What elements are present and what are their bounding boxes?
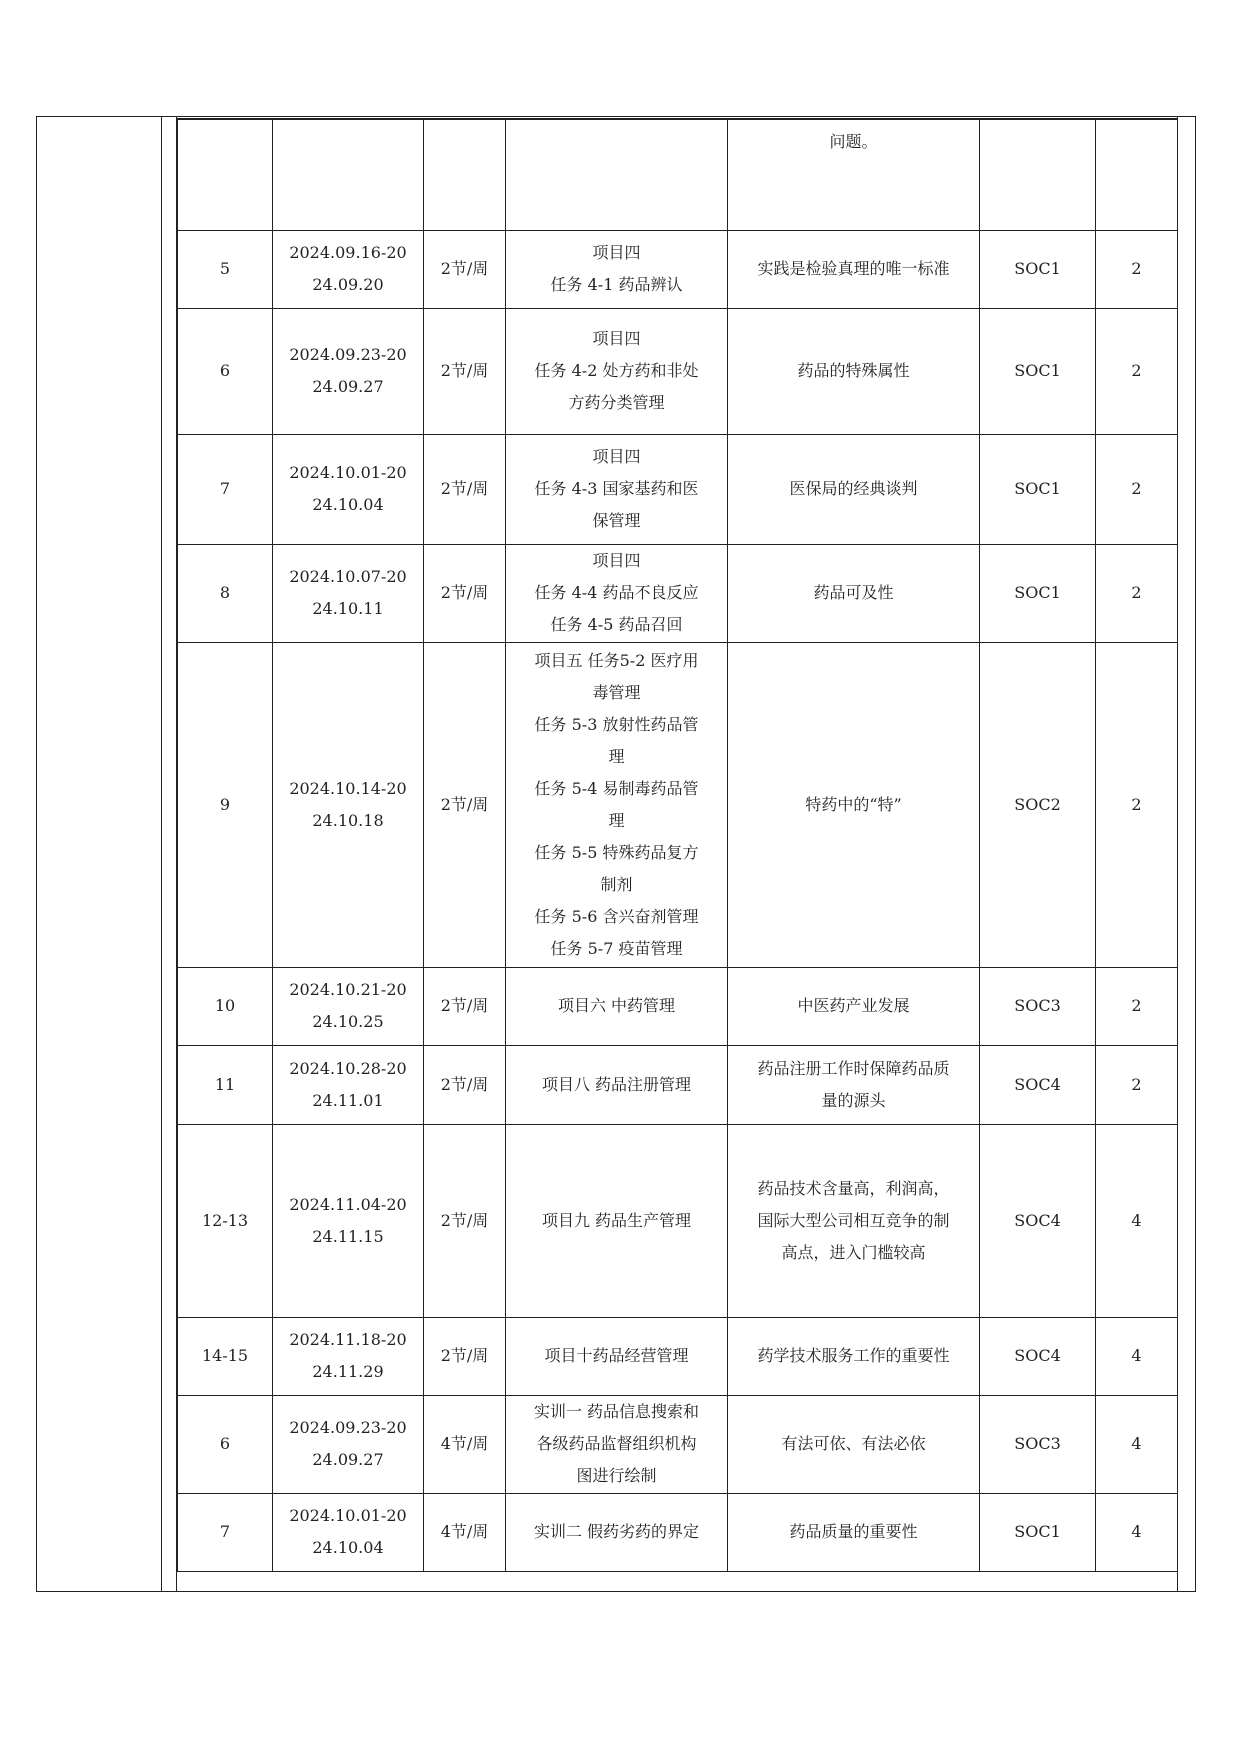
hours-cell: 2节/周 xyxy=(424,230,506,308)
date-line: 2024.09.23-20 xyxy=(289,345,407,364)
objective-cell: SOC1 xyxy=(980,1493,1096,1571)
ideology-cell xyxy=(728,308,980,434)
content-line: 项目六 中药管理 xyxy=(557,996,676,1015)
content-line: 项目四 xyxy=(592,329,641,348)
objective-cell: SOC3 xyxy=(980,967,1096,1045)
date-line: 24.10.18 xyxy=(312,810,384,830)
content-line: 各级药品监督组织机构 xyxy=(536,1434,697,1453)
date-line: 2024.10.01-20 xyxy=(289,1506,407,1525)
objective-cell: SOC1 xyxy=(980,544,1096,642)
week-cell: 8 xyxy=(178,544,273,642)
week-cell: 10 xyxy=(178,967,273,1045)
date-line: 24.11.01 xyxy=(312,1090,384,1110)
table-row xyxy=(178,1124,1178,1317)
content-cell xyxy=(506,642,728,967)
left-column-divider xyxy=(161,116,162,1592)
hours-cell: 2节/周 xyxy=(424,1045,506,1124)
date-cell xyxy=(273,642,424,967)
ideology-line: 医保局的经典谈判 xyxy=(789,479,918,498)
ideology-cell xyxy=(728,434,980,544)
ideology-cell xyxy=(728,642,980,967)
date-line: 2024.09.16-20 xyxy=(289,243,407,262)
periods-cell: 2 xyxy=(1096,642,1178,967)
content-line: 任务 4-2 处方药和非处 xyxy=(534,361,699,380)
hours-cell: 2节/周 xyxy=(424,967,506,1045)
content-line: 保管理 xyxy=(592,511,641,530)
schedule-body xyxy=(178,119,1178,1571)
content-cell xyxy=(506,1493,728,1571)
content-cell xyxy=(506,967,728,1045)
hours-cell: 4节/周 xyxy=(424,1395,506,1493)
periods-cell: 2 xyxy=(1096,434,1178,544)
objective-cell: SOC4 xyxy=(980,1045,1096,1124)
table-row xyxy=(178,308,1178,434)
ideology-cell xyxy=(728,1395,980,1493)
content-cell xyxy=(506,1045,728,1124)
periods-cell: 4 xyxy=(1096,1395,1178,1493)
date-cell xyxy=(273,434,424,544)
hours-cell: 2节/周 xyxy=(424,1124,506,1317)
content-line: 项目四 xyxy=(592,551,641,570)
hours-cell: 2节/周 xyxy=(424,544,506,642)
ideology-line: 量的源头 xyxy=(821,1090,886,1110)
objective-cell: SOC4 xyxy=(980,1124,1096,1317)
objective-cell xyxy=(980,119,1096,230)
table-row xyxy=(178,642,1178,967)
date-line: 2024.09.23-20 xyxy=(289,1418,407,1437)
date-cell xyxy=(273,308,424,434)
periods-cell xyxy=(1096,119,1178,230)
objective-cell: SOC3 xyxy=(980,1395,1096,1493)
table-row xyxy=(178,1395,1178,1493)
ideology-line: 问题。 xyxy=(829,132,878,151)
table-row xyxy=(178,1317,1178,1395)
week-cell: 5 xyxy=(178,230,273,308)
content-line: 任务 5-3 放射性药品管 xyxy=(534,714,699,734)
ideology-cell xyxy=(728,967,980,1045)
content-line: 理 xyxy=(608,746,625,766)
table-row xyxy=(178,119,1178,230)
ideology-line: 药品技术含量高，利润高， xyxy=(757,1178,950,1198)
content-line: 任务 4-1 药品辨认 xyxy=(550,275,683,294)
hours-cell: 2节/周 xyxy=(424,1317,506,1395)
content-cell xyxy=(506,544,728,642)
content-cell xyxy=(506,1395,728,1493)
hours-cell: 2节/周 xyxy=(424,642,506,967)
content-cell xyxy=(506,119,728,230)
ideology-cell xyxy=(728,544,980,642)
ideology-cell xyxy=(728,230,980,308)
date-cell xyxy=(273,1124,424,1317)
content-line: 项目九 药品生产管理 xyxy=(541,1210,692,1230)
date-cell xyxy=(273,1395,424,1493)
content-line: 实训二 假药劣药的界定 xyxy=(533,1522,700,1541)
periods-cell: 2 xyxy=(1096,1045,1178,1124)
date-line: 2024.10.07-20 xyxy=(289,567,407,586)
periods-cell: 4 xyxy=(1096,1124,1178,1317)
content-line: 任务 5-6 含兴奋剂管理 xyxy=(534,906,699,926)
content-line: 任务 5-5 特殊药品复方 xyxy=(534,842,699,862)
content-line: 任务 4-5 药品召回 xyxy=(550,615,683,634)
date-line: 24.09.20 xyxy=(312,275,384,294)
ideology-cell xyxy=(728,1493,980,1571)
content-cell xyxy=(506,1317,728,1395)
content-line: 项目十药品经营管理 xyxy=(544,1346,689,1365)
table-row xyxy=(178,434,1178,544)
date-cell xyxy=(273,230,424,308)
ideology-line: 国际大型公司相互竞争的制 xyxy=(757,1210,950,1230)
content-line: 图进行绘制 xyxy=(576,1466,657,1485)
content-cell xyxy=(506,230,728,308)
table-row xyxy=(178,230,1178,308)
date-line: 2024.10.14-20 xyxy=(289,778,407,798)
content-line: 项目五 任务5-2 医疗用 xyxy=(534,650,699,670)
ideology-cell xyxy=(728,119,980,230)
table-row xyxy=(178,967,1178,1045)
content-line: 任务 4-3 国家基药和医 xyxy=(534,479,699,498)
ideology-line: 药学技术服务工作的重要性 xyxy=(757,1346,950,1365)
table-row xyxy=(178,544,1178,642)
ideology-line: 实践是检验真理的唯一标准 xyxy=(757,259,950,278)
ideology-line: 药品的特殊属性 xyxy=(797,361,910,380)
content-line: 项目四 xyxy=(592,447,641,466)
periods-cell: 2 xyxy=(1096,544,1178,642)
content-line: 毒管理 xyxy=(592,682,641,702)
week-cell: 6 xyxy=(178,308,273,434)
objective-cell: SOC1 xyxy=(980,230,1096,308)
content-cell xyxy=(506,1124,728,1317)
week-cell: 9 xyxy=(178,642,273,967)
content-line: 实训一 药品信息搜索和 xyxy=(533,1402,700,1421)
date-cell xyxy=(273,1045,424,1124)
content-line: 方药分类管理 xyxy=(568,393,665,412)
date-line: 2024.10.01-20 xyxy=(289,463,407,482)
ideology-cell xyxy=(728,1317,980,1395)
content-line: 理 xyxy=(608,810,625,830)
week-cell: 6 xyxy=(178,1395,273,1493)
week-cell: 12-13 xyxy=(178,1124,273,1317)
week-cell xyxy=(178,119,273,230)
content-line: 任务 4-4 药品不良反应 xyxy=(534,583,699,602)
date-line: 24.09.27 xyxy=(312,377,384,396)
schedule-table xyxy=(177,118,1178,1572)
ideology-line: 药品可及性 xyxy=(813,583,894,602)
periods-cell: 4 xyxy=(1096,1317,1178,1395)
date-line: 24.10.04 xyxy=(312,1538,384,1557)
content-line: 任务 5-4 易制毒药品管 xyxy=(534,778,699,798)
date-line: 24.10.04 xyxy=(312,495,384,514)
periods-cell: 2 xyxy=(1096,308,1178,434)
date-line: 2024.11.18-20 xyxy=(289,1330,407,1349)
ideology-line: 药品质量的重要性 xyxy=(789,1522,918,1541)
periods-cell: 2 xyxy=(1096,230,1178,308)
date-line: 24.09.27 xyxy=(312,1450,384,1469)
content-line: 任务 5-7 疫苗管理 xyxy=(550,938,683,958)
ideology-line: 中医药产业发展 xyxy=(797,996,910,1015)
table-row xyxy=(178,1493,1178,1571)
date-cell xyxy=(273,1493,424,1571)
date-line: 2024.10.21-20 xyxy=(289,980,407,999)
hours-cell: 4节/周 xyxy=(424,1493,506,1571)
ideology-cell xyxy=(728,1045,980,1124)
date-cell xyxy=(273,1317,424,1395)
periods-cell: 4 xyxy=(1096,1493,1178,1571)
objective-cell: SOC4 xyxy=(980,1317,1096,1395)
content-cell xyxy=(506,434,728,544)
content-cell xyxy=(506,308,728,434)
date-line: 24.10.11 xyxy=(312,599,384,618)
table-row xyxy=(178,1045,1178,1124)
hours-cell: 2节/周 xyxy=(424,434,506,544)
date-line: 2024.10.28-20 xyxy=(289,1058,407,1078)
hours-cell xyxy=(424,119,506,230)
ideology-line: 特药中的“特” xyxy=(805,794,902,814)
date-cell xyxy=(273,967,424,1045)
content-line: 制剂 xyxy=(600,874,633,894)
week-cell: 11 xyxy=(178,1045,273,1124)
ideology-line: 有法可依、有法必依 xyxy=(781,1434,926,1453)
date-cell xyxy=(273,119,424,230)
content-line: 项目八 药品注册管理 xyxy=(541,1074,692,1094)
objective-cell: SOC1 xyxy=(980,434,1096,544)
date-line: 2024.11.04-20 xyxy=(289,1194,407,1214)
periods-cell: 2 xyxy=(1096,967,1178,1045)
ideology-line: 药品注册工作时保障药品质 xyxy=(757,1058,950,1078)
week-cell: 7 xyxy=(178,1493,273,1571)
date-line: 24.11.29 xyxy=(312,1362,384,1381)
content-line: 项目四 xyxy=(592,243,641,262)
date-line: 24.11.15 xyxy=(312,1226,384,1246)
hours-cell: 2节/周 xyxy=(424,308,506,434)
week-cell: 7 xyxy=(178,434,273,544)
objective-cell: SOC1 xyxy=(980,308,1096,434)
date-line: 24.10.25 xyxy=(312,1012,384,1031)
ideology-cell xyxy=(728,1124,980,1317)
week-cell: 14-15 xyxy=(178,1317,273,1395)
objective-cell: SOC2 xyxy=(980,642,1096,967)
ideology-line: 高点，进入门槛较高 xyxy=(781,1242,926,1262)
date-cell xyxy=(273,544,424,642)
